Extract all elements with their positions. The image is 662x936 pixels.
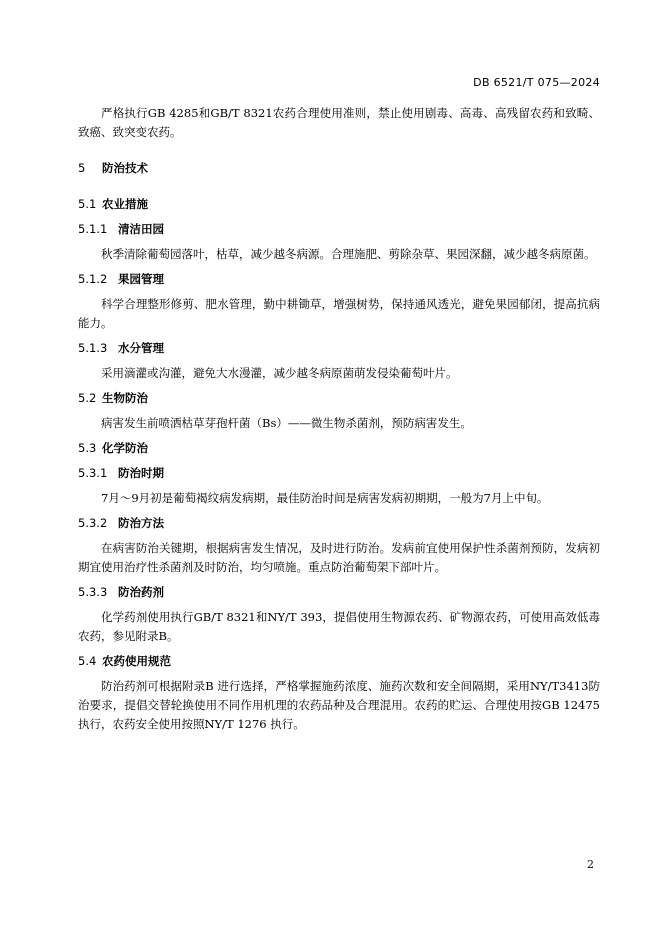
heading-5-1-1 <box>78 220 600 239</box>
heading-title: 农业措施 <box>102 197 148 211</box>
heading-number: 5 <box>78 161 86 175</box>
heading-title: 水分管理 <box>118 341 164 355</box>
heading-5-4 <box>78 652 600 671</box>
heading-title: 防治技术 <box>102 161 148 175</box>
heading-number: 5.3.3 <box>78 585 108 599</box>
heading-number: 5.1.2 <box>78 272 108 286</box>
heading-title: 果园管理 <box>118 272 164 286</box>
heading-5 <box>78 159 600 178</box>
section-paragraph: 秋季清除葡萄园落叶，枯草，减少越冬病源。合理施肥、剪除杂草、果园深翻，减少越冬病原菌。 <box>101 247 596 261</box>
heading-title: 防治时期 <box>118 466 164 480</box>
document-code: DB 6521/T 075—2024 <box>473 76 600 89</box>
heading-title: 生物防治 <box>102 391 148 405</box>
heading-number: 5.3.1 <box>78 466 108 480</box>
section-paragraph: 在病害防治关键期，根据病害发生情况，及时进行防治。发病前宜使用保护性杀菌剂预防，发病初期宜使用治疗性杀菌剂及时防治，均匀喷施。重点防治葡萄架下部叶片。 <box>78 541 600 574</box>
heading-5-1 <box>78 195 600 214</box>
heading-title: 农药使用规范 <box>102 654 171 668</box>
heading-title: 化学防治 <box>102 441 148 455</box>
document-body <box>78 104 600 734</box>
section-paragraph: 科学合理整形修剪、肥水管理，勤中耕锄草，增强树势，保持通风透光，避免果园郁闭，提高抗病能力。 <box>78 297 600 330</box>
heading-5-3-1 <box>78 464 600 483</box>
heading-5-3-2 <box>78 514 600 533</box>
heading-5-3-3 <box>78 583 600 602</box>
heading-5-1-3 <box>78 339 600 358</box>
heading-title: 防治药剂 <box>118 585 164 599</box>
page-number: 2 <box>587 858 594 871</box>
heading-number: 5.1.3 <box>78 341 108 355</box>
heading-number: 5.1.1 <box>78 222 108 236</box>
heading-number: 5.4 <box>78 654 97 668</box>
section-paragraph: 7月～9月初是葡萄褐纹病发病期，最佳防治时间是病害发病初期期，一般为7月上中旬。 <box>101 491 549 505</box>
heading-title: 防治方法 <box>118 516 164 530</box>
heading-number: 5.2 <box>78 391 97 405</box>
heading-title: 清洁田园 <box>118 222 164 236</box>
intro-paragraph: 严格执行GB 4285和GB/T 8321农药合理使用准则，禁止使用剧毒、高毒、高残留农药和致畸、致癌、致突变农药。 <box>78 106 600 139</box>
section-paragraph: 病害发生前喷洒枯草芽孢杆菌（Bs）——微生物杀菌剂，预防病害发生。 <box>101 416 472 430</box>
heading-5-3 <box>78 439 600 458</box>
section-paragraph: 采用滴灌或沟灌，避免大水漫灌，减少越冬病原菌萌发侵染葡萄叶片。 <box>101 366 458 380</box>
heading-number: 5.3.2 <box>78 516 108 530</box>
heading-5-1-2 <box>78 270 600 289</box>
heading-number: 5.1 <box>78 197 97 211</box>
section-paragraph: 化学药剂使用执行GB/T 8321和NY/T 393，提倡使用生物源农药、矿物源农药，可使用高效低毒农药，参见附录B。 <box>78 610 600 643</box>
section-paragraph: 防治药剂可根据附录B 进行选择，严格掌握施药浓度、施药次数和安全间隔期，采用NY/T3413防治要求，提倡交替轮换使用不同作用机理的农药品种及合理混用。农药的贮运、合理使用按GB 12475 执行，农药安全使用按照NY/T 1276 执行。 <box>78 679 600 731</box>
heading-number: 5.3 <box>78 441 97 455</box>
heading-5-2 <box>78 389 600 408</box>
